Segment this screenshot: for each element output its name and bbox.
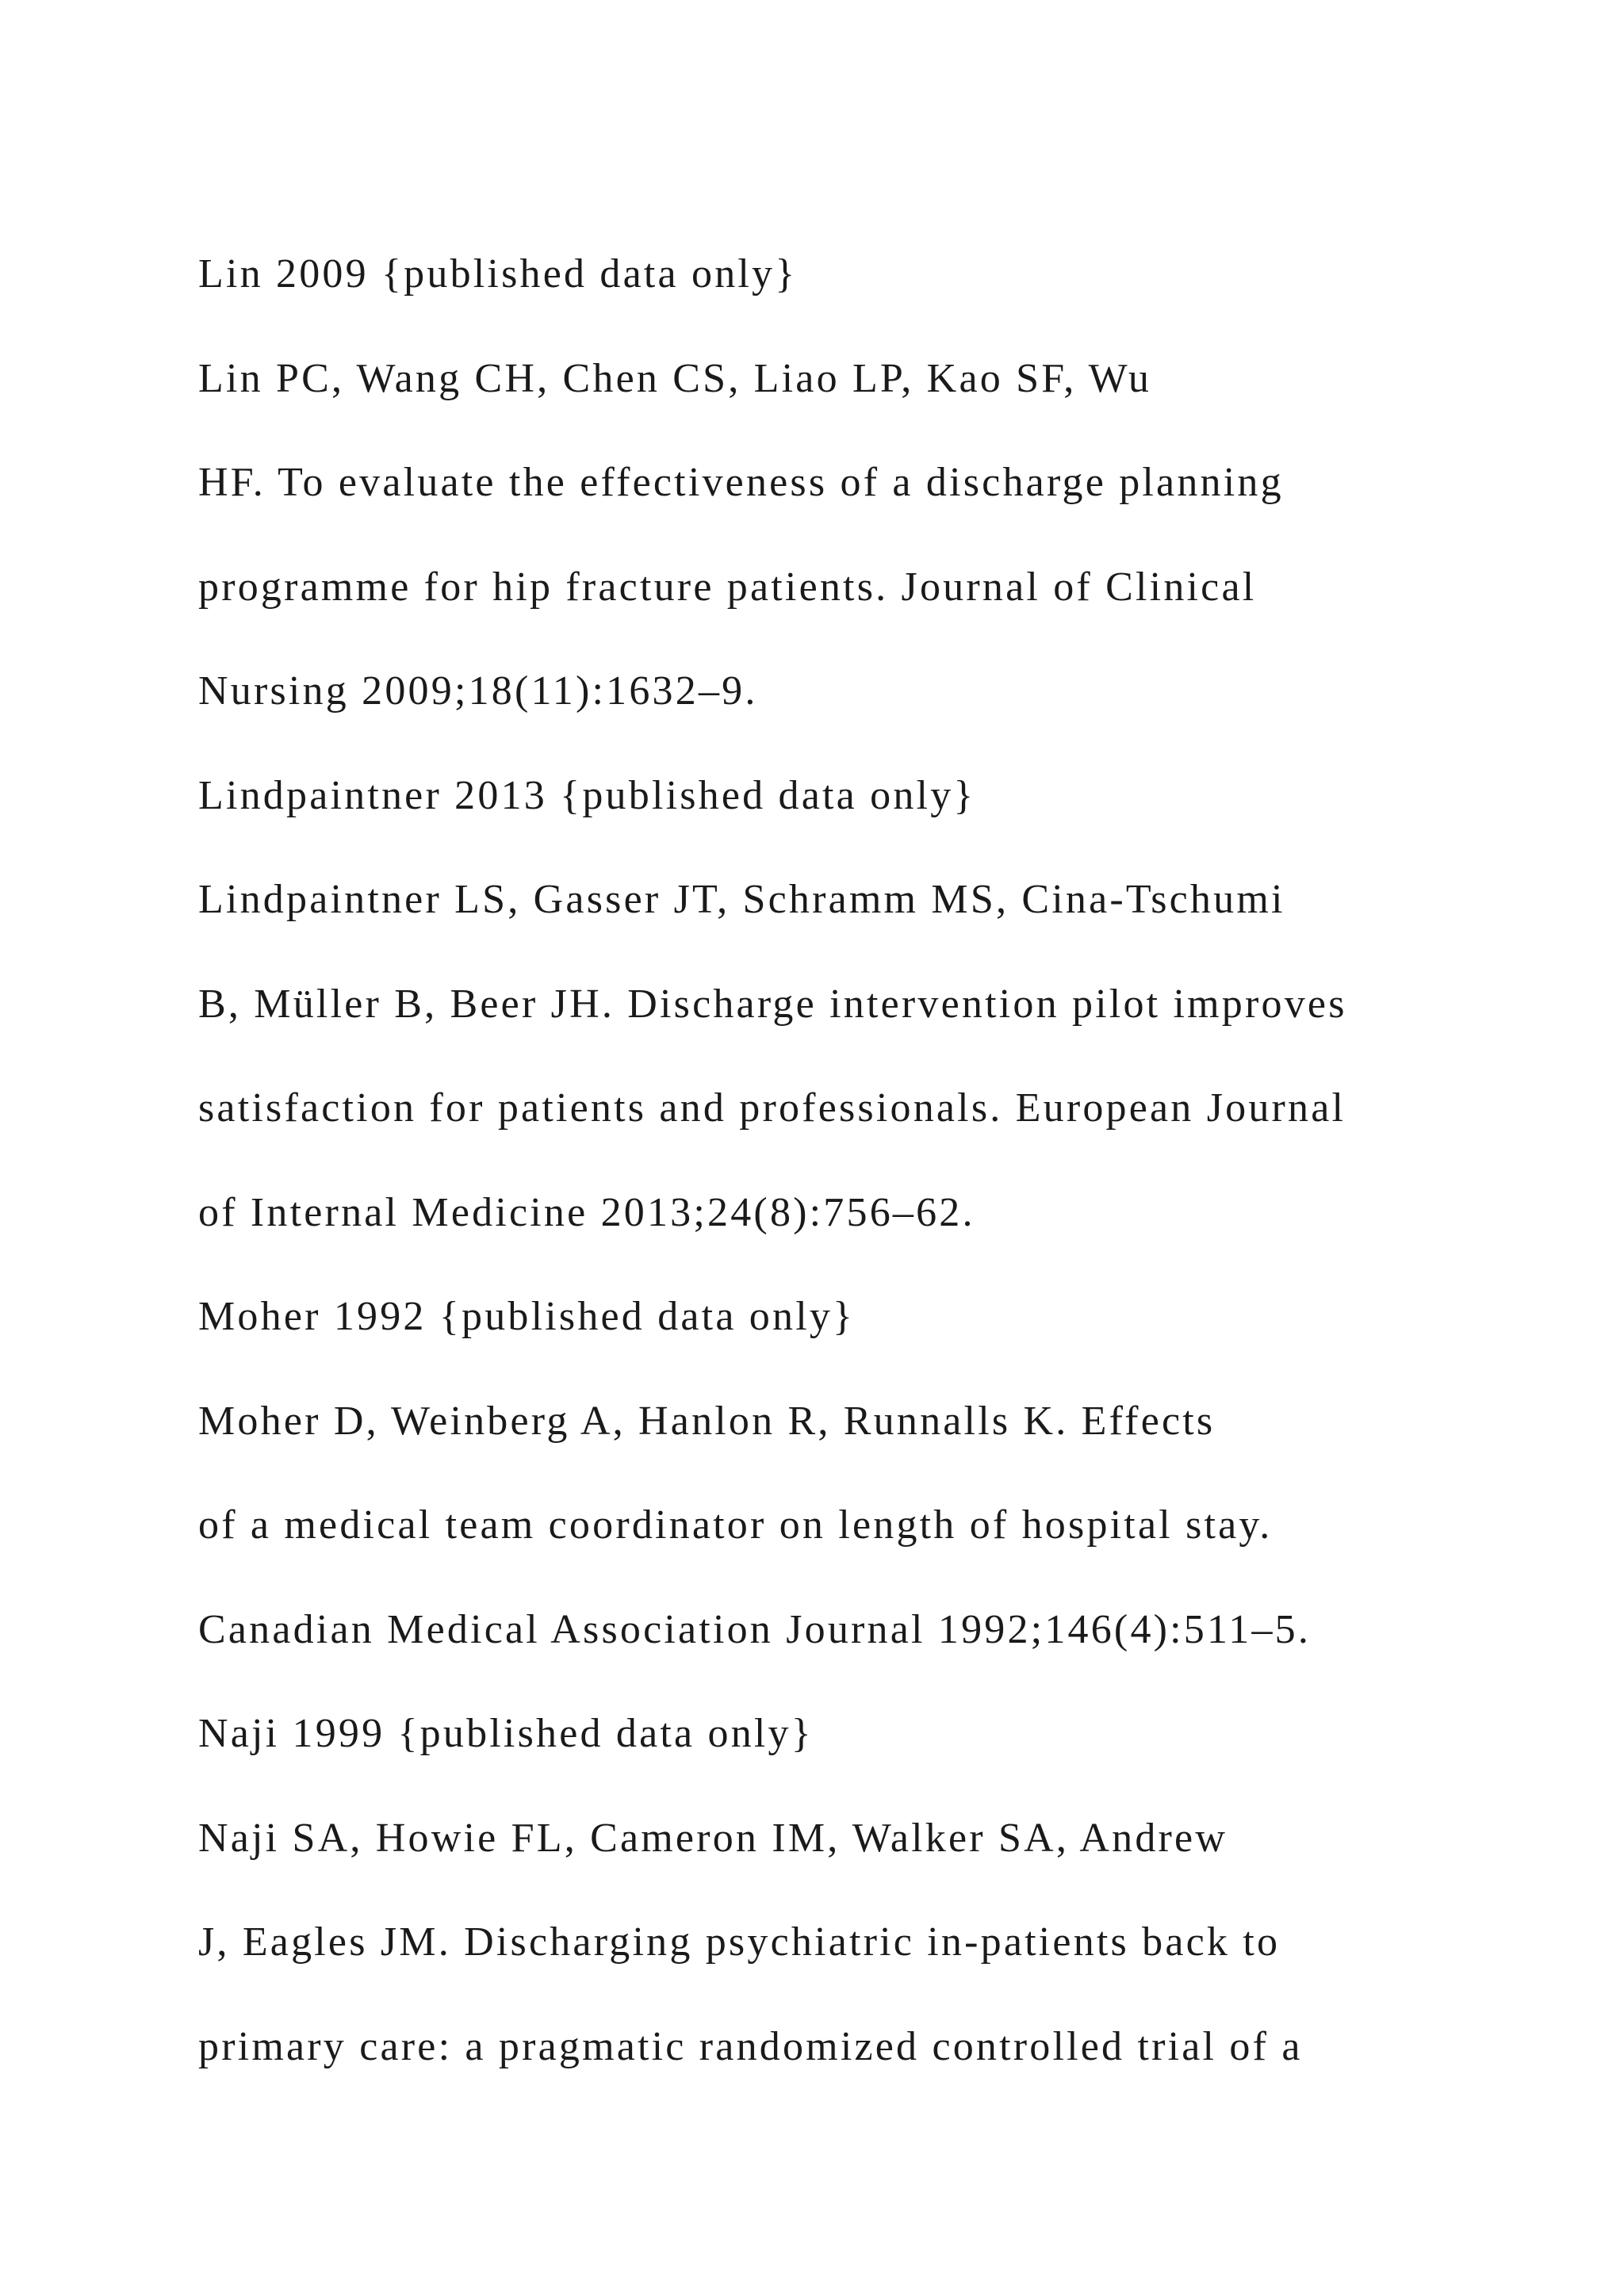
reference-text-line: J, Eagles JM. Discharging psychiatric in-patients back to bbox=[198, 1919, 1281, 1965]
reference-text-line: of Internal Medicine 2013;24(8):756–62. bbox=[198, 1189, 975, 1235]
reference-text-line: Moher D, Weinberg A, Hanlon R, Runnalls K. Effects bbox=[198, 1398, 1216, 1444]
reference-text-line: Lindpaintner LS, Gasser JT, Schramm MS, Cina-Tschumi bbox=[198, 877, 1285, 922]
reference-text-line: satisfaction for patients and professionals. European Journal bbox=[198, 1085, 1346, 1131]
reference-text-line: Naji SA, Howie FL, Cameron IM, Walker SA, Andrew bbox=[198, 1815, 1228, 1861]
reference-heading-lin-2009: Lin 2009 {published data only} bbox=[198, 251, 798, 297]
reference-text-line: programme for hip fracture patients. Journal of Clinical bbox=[198, 564, 1257, 610]
reference-heading-naji-1999: Naji 1999 {published data only} bbox=[198, 1711, 814, 1756]
reference-heading-lindpaintner-2013: Lindpaintner 2013 {published data only} bbox=[198, 772, 976, 818]
reference-list bbox=[198, 251, 1562, 2127]
reference-text-line: primary care: a pragmatic randomized controlled trial of a bbox=[198, 2023, 1303, 2069]
reference-text-line: B, Müller B, Beer JH. Discharge intervention pilot improves bbox=[198, 981, 1347, 1027]
reference-text-line: of a medical team coordinator on length of hospital stay. bbox=[198, 1502, 1273, 1548]
reference-heading-moher-1992: Moher 1992 {published data only} bbox=[198, 1294, 856, 1339]
reference-text-line: Lin PC, Wang CH, Chen CS, Liao LP, Kao SF, Wu bbox=[198, 355, 1152, 401]
reference-text-line: Canadian Medical Association Journal 1992;146(4):511–5. bbox=[198, 1606, 1312, 1652]
reference-text-line: HF. To evaluate the effectiveness of a discharge planning bbox=[198, 460, 1284, 505]
reference-text-line: Nursing 2009;18(11):1632–9. bbox=[198, 668, 758, 714]
